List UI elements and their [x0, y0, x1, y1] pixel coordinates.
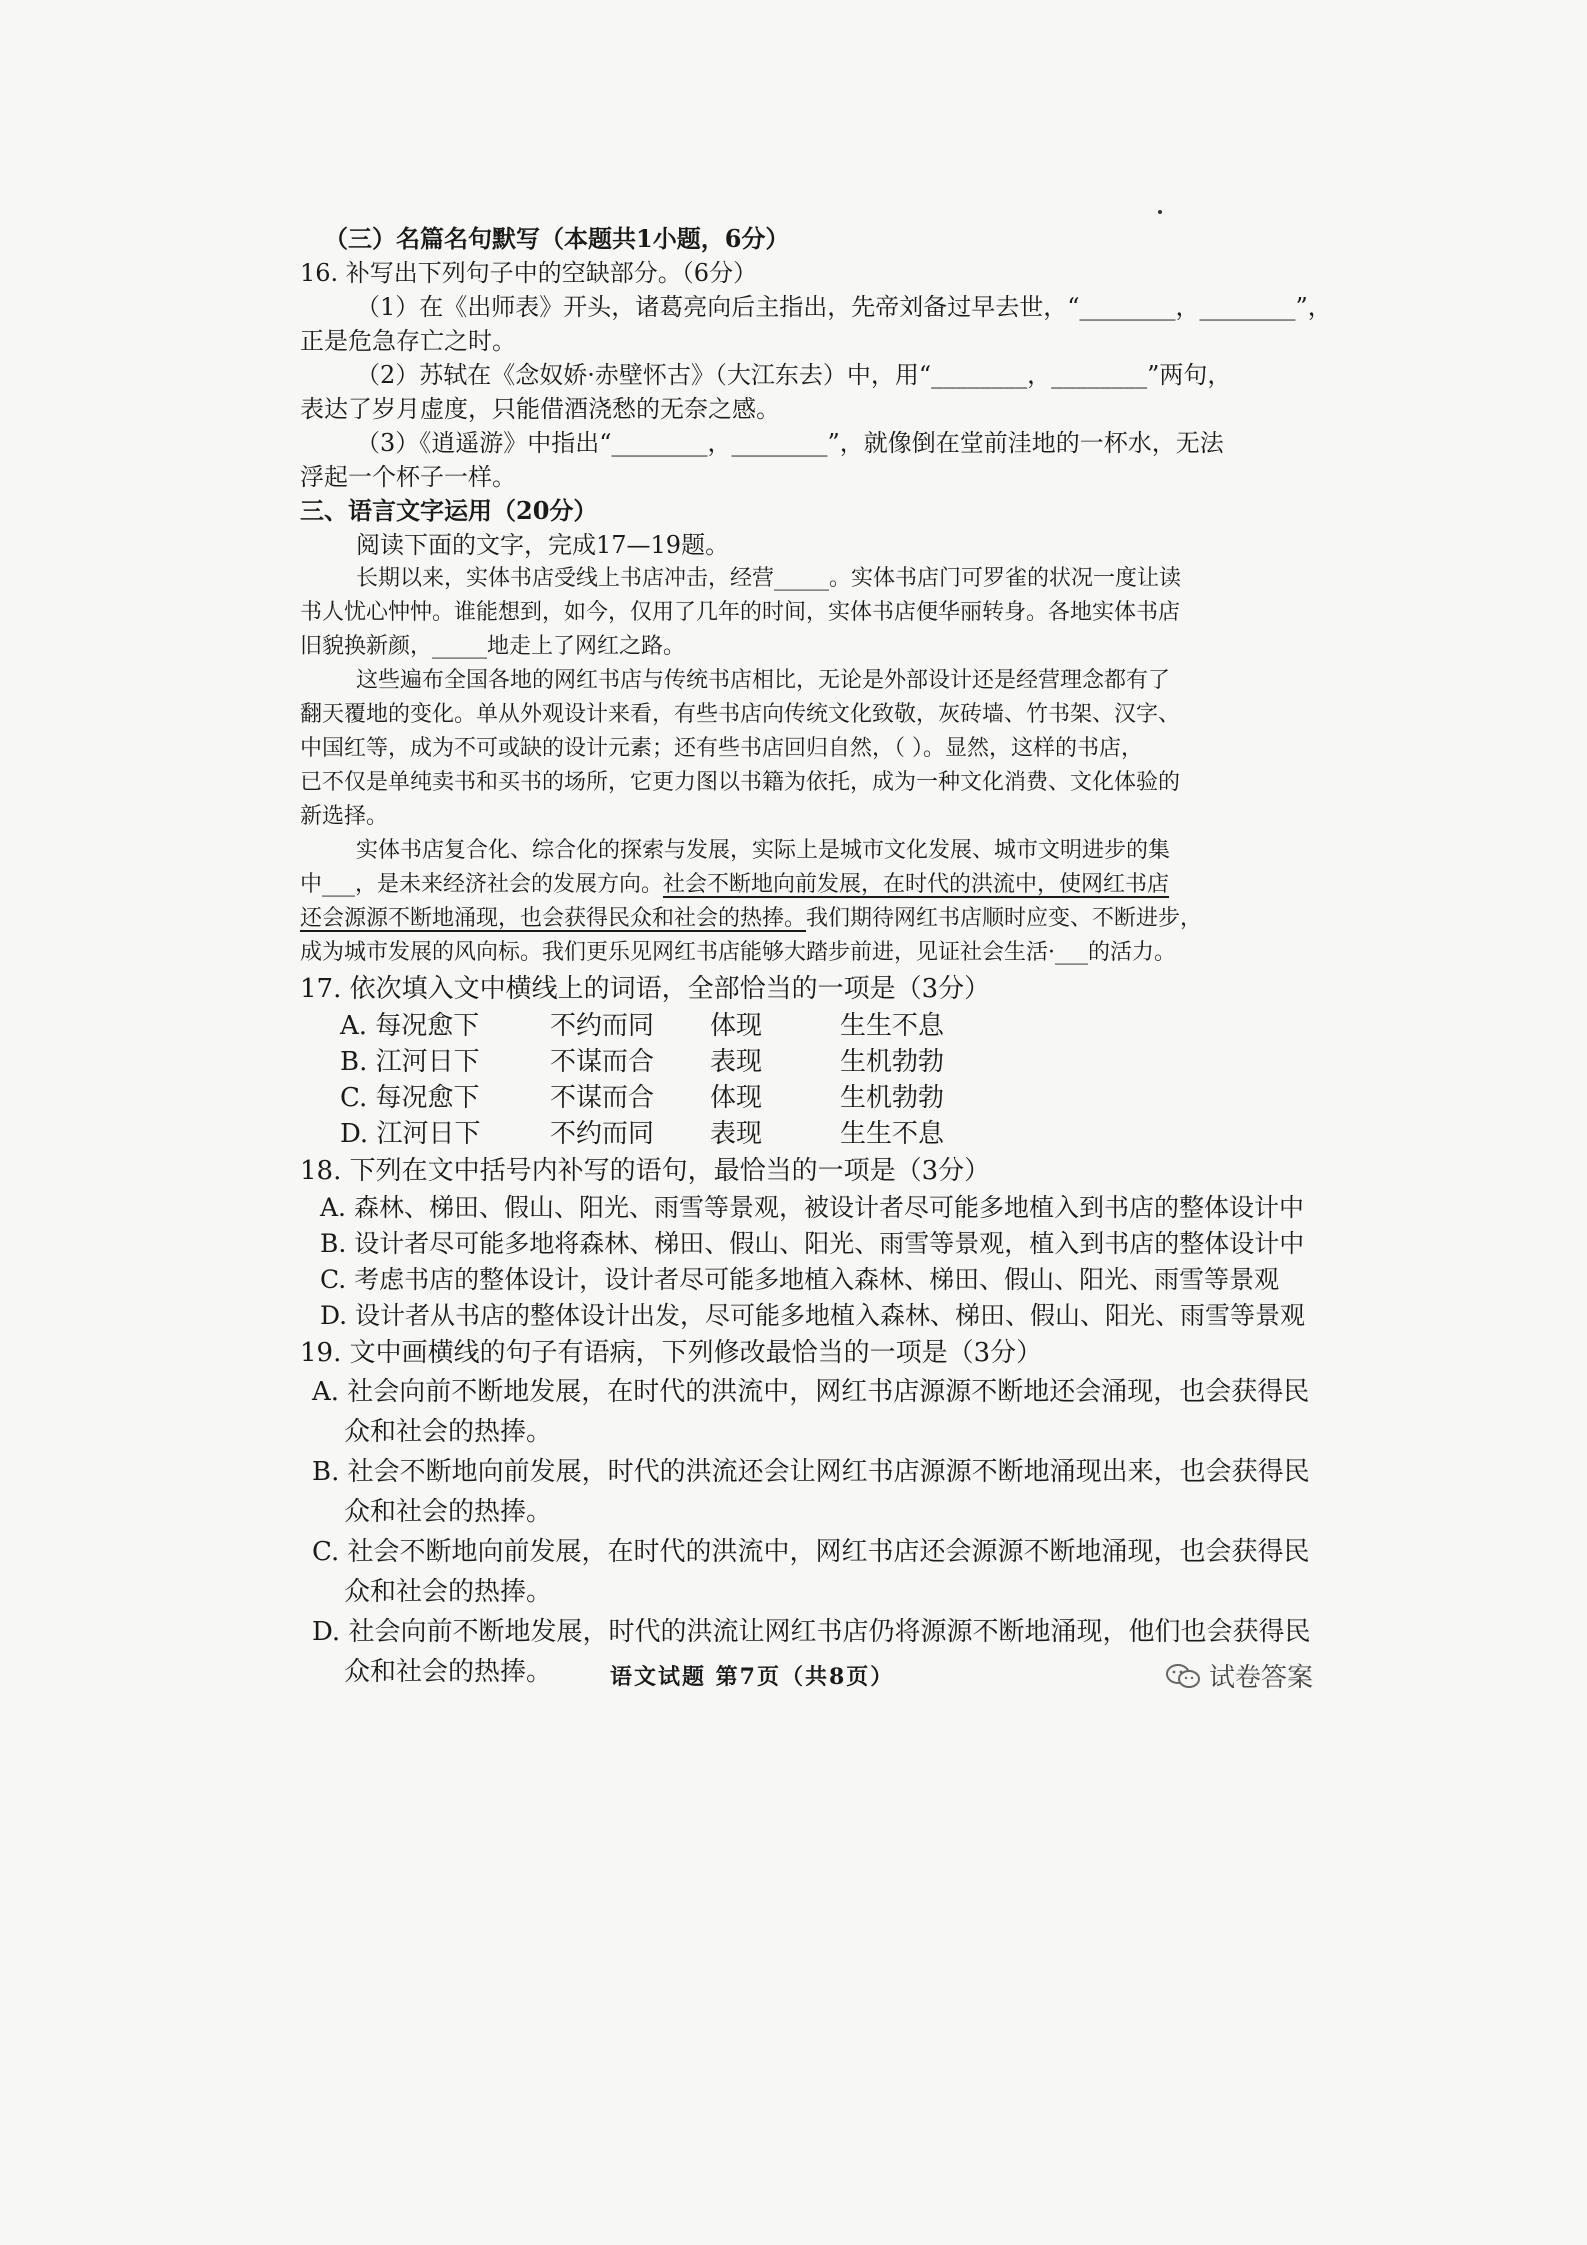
q16-stem: 16. 补写出下列句子中的空缺部分。（6分）	[300, 259, 758, 287]
q16-p2-line1: （2）苏轼在《念奴娇·赤壁怀古》（大江东去）中，用“________，________”两句，	[356, 361, 1232, 389]
q19-option-c-cont: 众和社会的热捧。	[344, 1577, 553, 1607]
q19-stem: 19. 文中画横线的句子有语病，下列修改最恰当的一项是（3分）	[300, 1338, 1043, 1368]
watermark-text: 试卷答案	[1209, 1663, 1314, 1693]
option-word: C. 每况愈下	[340, 1083, 480, 1113]
q18-option-a: A. 森林、梯田、假山、阳光、雨雪等景观，被设计者尽可能多地植入到书店的整体设计中	[320, 1193, 1304, 1222]
option-word: 生机勃勃	[840, 1083, 945, 1113]
q16-p3-line2: 浮起一个杯子一样。	[300, 463, 516, 491]
passage-line: 旧貌换新颜，_____地走上了网红之路。	[300, 634, 686, 659]
q17-stem: 17. 依次填入文中横线上的词语，全部恰当的一项是（3分）	[300, 974, 991, 1004]
option-word: D. 江河日下	[340, 1119, 481, 1149]
option-word: 体现	[710, 1083, 763, 1113]
q17-option	[300, 1044, 1300, 1080]
option-word: 体现	[710, 1011, 763, 1041]
reading-intro: 阅读下面的文字，完成17—19题。	[356, 531, 730, 559]
option-word: A. 每况愈下	[340, 1011, 480, 1041]
option-word: 生机勃勃	[840, 1047, 945, 1077]
passage-line: 中国红等，成为不可或缺的设计元素；还有些书店回归自然，（ ）。显然，这样的书店，	[300, 736, 1143, 761]
q19-option-d-cont: 众和社会的热捧。	[344, 1657, 553, 1687]
q19-option-b: B. 社会不断地向前发展，时代的洪流还会让网红书店源源不断地涌现出来，也会获得民	[312, 1457, 1310, 1487]
underlined-sentence: 社会不断地向前发展，在时代的洪流中，使网红书店	[663, 872, 1170, 897]
q19-option-a: A. 社会向前不断地发展，在时代的洪流中，网红书店源源不断地还会涌现，也会获得民	[312, 1377, 1310, 1407]
passage-line	[300, 868, 1300, 902]
option-word: 表现	[710, 1047, 763, 1077]
q18-option-b: B. 设计者尽可能多地将森林、梯田、假山、阳光、雨雪等景观，植入到书店的整体设计中	[320, 1229, 1305, 1258]
q19-option-c: C. 社会不断地向前发展，在时代的洪流中，网红书店还会源源不断地涌现，也会获得民	[312, 1537, 1310, 1567]
q17-option	[300, 1080, 1300, 1116]
passage	[300, 562, 1300, 970]
q17-option	[300, 1116, 1300, 1152]
option-word: 不谋而合	[550, 1083, 655, 1113]
q18-option-d: D. 设计者从书店的整体设计出发，尽可能多地植入森林、梯田、假山、阳光、雨雪等景观	[320, 1301, 1306, 1330]
q16-p2-line2: 表达了岁月虚度，只能借酒浇愁的无奈之感。	[300, 395, 780, 423]
watermark	[1165, 1657, 1313, 1694]
q19-option-b-cont: 众和社会的热捧。	[344, 1497, 553, 1527]
q18-option-c: C. 考虑书店的整体设计，设计者尽可能多地植入森林、梯田、假山、阳光、雨雪等景观	[320, 1265, 1280, 1294]
q19-option-d: D. 社会向前不断地发展，时代的洪流让网红书店仍将源源不断地涌现，他们也会获得民	[312, 1617, 1311, 1647]
option-word: 生生不息	[840, 1119, 945, 1149]
passage-line: 翻天覆地的变化。单从外观设计来看，有些书店向传统文化致敬，灰砖墙、竹书架、汉字、	[300, 702, 1181, 727]
page-footer: 语文试题 第7页（共8页）	[610, 1664, 895, 1690]
part-title: 三、语言文字运用（20分）	[300, 496, 598, 525]
underlined-sentence: 还会源源不断地涌现，也会获得民众和社会的热捧。	[300, 906, 807, 931]
section-title: （三）名篇名句默写（本题共1小题，6分）	[324, 224, 790, 253]
passage-line: 这些遍布全国各地的网红书店与传统书店相比，无论是外部设计还是经营理念都有了	[356, 668, 1171, 693]
page-content	[300, 222, 1332, 1692]
option-word: 不约而同	[550, 1011, 655, 1041]
option-word: B. 江河日下	[340, 1047, 480, 1077]
wechat-icon	[1165, 1663, 1201, 1689]
passage-text: 中___，是未来经济社会的发展方向。	[300, 872, 664, 897]
speck	[1158, 210, 1162, 214]
option-word: 不谋而合	[550, 1047, 655, 1077]
passage-line: 书人忧心忡忡。谁能想到，如今，仅用了几年的时间，实体书店便华丽转身。各地实体书店	[300, 600, 1181, 625]
passage-line: 已不仅是单纯卖书和买书的场所，它更力图以书籍为依托，成为一种文化消费、文化体验的	[300, 770, 1181, 795]
q16-p1-line2: 正是危急存亡之时。	[300, 327, 516, 355]
option-word: 生生不息	[840, 1011, 945, 1041]
passage-line: 实体书店复合化、综合化的探索与发展，实际上是城市文化发展、城市文明进步的集	[356, 838, 1171, 863]
q17-option	[300, 1008, 1300, 1044]
q19-option-a-cont: 众和社会的热捧。	[344, 1417, 553, 1447]
option-word: 表现	[710, 1119, 763, 1149]
passage-line	[300, 902, 1300, 936]
q16-p3-line1: （3）《逍遥游》中指出“________，________”，就像倒在堂前洼地的一杯水，无法	[356, 429, 1224, 457]
option-word: 不约而同	[550, 1119, 655, 1149]
passage-line: 新选择。	[300, 804, 389, 829]
passage-text: 我们期待网红书店顺时应变、不断进步，	[806, 906, 1203, 931]
q18-stem: 18. 下列在文中括号内补写的语句，最恰当的一项是（3分）	[300, 1156, 991, 1186]
passage-line: 成为城市发展的风向标。我们更乐见网红书店能够大踏步前进，见证社会生活·___的活力。	[300, 940, 1176, 965]
passage-line: 长期以来，实体书店受线上书店冲击，经营_____。实体书店门可罗雀的状况一度让读	[356, 566, 1182, 591]
q16-p1-line1: （1）在《出师表》开头，诸葛亮向后主指出，先帝刘备过早去世，“________，________”，	[356, 293, 1332, 321]
